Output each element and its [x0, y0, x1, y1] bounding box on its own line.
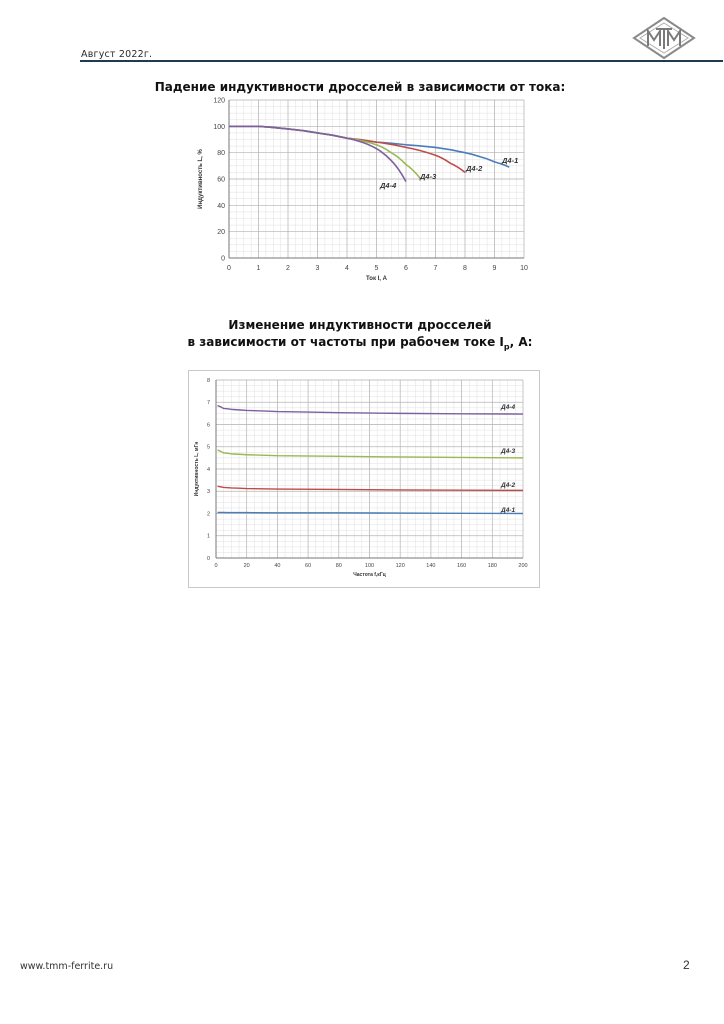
y-tick-label: 0 [221, 255, 225, 263]
chart2-title-line2: в зависимости от частоты при рабочем токе $I_р$, А: [187, 335, 533, 352]
x-axis-label: Ток I, А [366, 276, 387, 282]
x-tick-label: 1 [256, 265, 261, 272]
y-tick-label: 2 [206, 511, 210, 518]
x-tick-label: 4 [345, 265, 349, 272]
y-axis-label: Индуктивность L, мГн [194, 441, 200, 497]
series-label-Д4-1: Д4-1 [502, 156, 519, 165]
series-label-Д4-3: Д4-3 [501, 448, 516, 455]
y-tick-label: 80 [217, 150, 225, 158]
series-label-Д4-1: Д4-1 [501, 507, 516, 514]
x-tick-label: 10 [520, 265, 528, 272]
x-tick-label: 7 [433, 265, 438, 272]
header-date: Август 2022г. [81, 49, 153, 60]
y-tick-label: 6 [206, 422, 210, 429]
x-tick-label: 20 [243, 563, 250, 569]
y-tick-label: 100 [213, 123, 225, 131]
x-tick-label: 80 [335, 563, 342, 569]
y-tick-label: 5 [206, 444, 210, 451]
x-tick-label: 200 [518, 563, 528, 569]
x-axis-label: Частота f,кГц [353, 572, 386, 578]
inductance-vs-frequency-chart [189, 371, 539, 587]
grid [216, 380, 523, 558]
x-tick-label: 100 [364, 563, 375, 569]
y-tick-label: 40 [217, 202, 225, 210]
chart2-title-line1: Изменение индуктивности дросселей [228, 318, 492, 332]
x-tick-label: 3 [315, 265, 320, 272]
series-label-Д4-2: Д4-2 [466, 164, 483, 173]
chart2-title [80, 317, 640, 355]
x-tick-label: 9 [492, 265, 497, 272]
x-tick-label: 120 [395, 563, 405, 569]
y-tick-label: 3 [206, 489, 210, 496]
series-label-Д4-4: Д4-4 [380, 181, 397, 190]
x-tick-label: 8 [463, 265, 467, 272]
x-tick-label: 180 [487, 563, 497, 569]
x-tick-label: 160 [457, 563, 467, 569]
x-tick-label: 0 [214, 563, 218, 569]
x-tick-label: 0 [227, 265, 231, 272]
x-tick-label: 140 [426, 563, 436, 569]
series-label-Д4-4: Д4-4 [501, 404, 516, 411]
y-tick-label: 4 [206, 466, 210, 473]
y-tick-label: 1 [206, 533, 210, 540]
x-tick-label: 5 [374, 265, 379, 272]
footer-url[interactable]: www.tmm-ferrite.ru [20, 961, 114, 972]
y-tick-label: 7 [206, 400, 210, 407]
x-tick-label: 2 [286, 265, 290, 272]
y-tick-label: 8 [206, 377, 210, 384]
x-tick-label: 60 [305, 563, 312, 569]
y-axis-label: Индуктивность L, % [198, 149, 204, 209]
page-number: 2 [683, 958, 690, 972]
chart1-title: Падение индуктивности дросселей в зависимости от тока: [154, 80, 566, 94]
y-tick-label: 20 [217, 229, 225, 237]
series-label-Д4-2: Д4-2 [501, 482, 516, 489]
y-tick-label: 120 [213, 97, 225, 105]
inductance-vs-current-chart [188, 92, 533, 294]
header-divider [80, 60, 723, 62]
x-tick-label: 40 [274, 563, 281, 569]
company-logo [632, 16, 696, 60]
y-tick-label: 60 [217, 176, 225, 184]
y-tick-label: 0 [206, 555, 210, 562]
series-label-Д4-3: Д4-3 [420, 172, 437, 181]
x-tick-label: 6 [404, 265, 408, 272]
grid [229, 100, 524, 258]
chart2-frame [188, 370, 540, 588]
